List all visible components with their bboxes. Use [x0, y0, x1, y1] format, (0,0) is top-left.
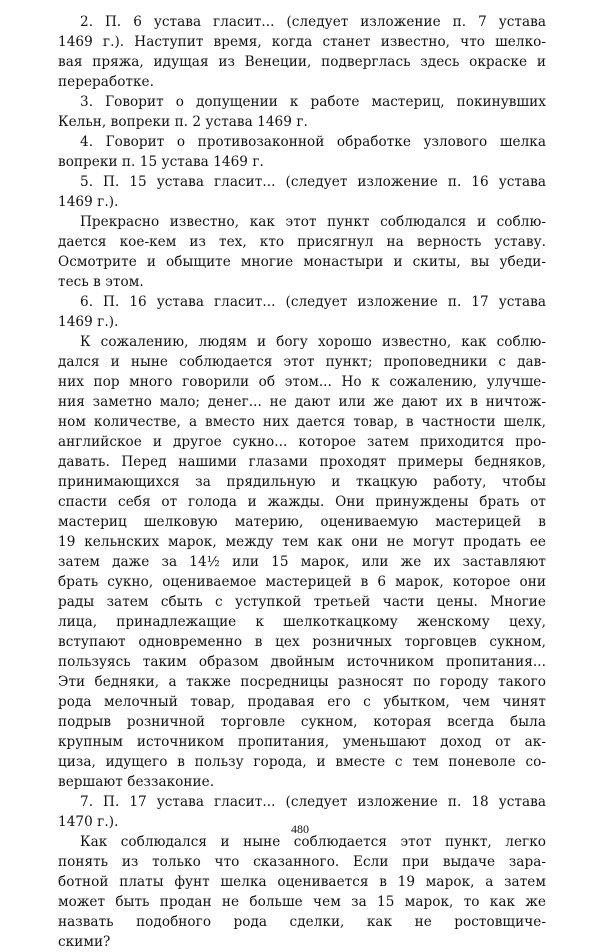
text-line: вопреки п. 15 устава 1469 г. — [58, 154, 264, 170]
text-line: Как соблюдался и ныне соблюдается этот пункт, легко — [80, 834, 546, 850]
para-item-2 — [58, 12, 546, 92]
text-line: может быть продан не больше чем за 15 марок, то как же — [58, 894, 546, 910]
text-line: 19 кельнских марок, между тем как они не могут продать ее — [58, 534, 546, 550]
text-line: Эти бедняки, а также посредницы разносят по городу такого — [58, 674, 546, 690]
text-line: 1469 г.). Наступит время, когда станет известно, что шелко- — [58, 34, 546, 50]
para-commentary-7 — [58, 832, 546, 952]
text-line: вершают беззаконие. — [58, 774, 215, 790]
text-line: рады затем сбыть с уступкой третьей части цены. Многие — [58, 594, 546, 610]
text-line: 1469 г.). — [58, 194, 119, 210]
text-line: ния заметно мало; денег... не дают или же дают их в ничтож- — [58, 394, 546, 410]
text-line: скими? — [58, 934, 111, 950]
text-line: 3. Говорит о допущении к работе мастериц, покинувших — [80, 94, 546, 110]
para-item-6 — [58, 292, 546, 332]
text-line: подрыв розничной торговле сукном, которая всегда была — [58, 714, 546, 730]
document-body — [58, 12, 546, 952]
text-line: рода мелочный товар, продавая его с убытком, чем чинят — [58, 694, 546, 710]
text-line: переработке. — [58, 74, 155, 90]
para-item-4 — [58, 132, 546, 172]
text-line: спасти себя от голода и жажды. Они принуждены брать от — [58, 494, 546, 510]
text-line: принимающихся за прядильную и ткацкую работу, чтобы — [58, 474, 546, 490]
text-line: давать. Перед нашими глазами проходят примеры бедняков, — [58, 454, 546, 470]
text-line: лица, принадлежащие к шелкоткацкому женскому цеху, — [58, 614, 546, 630]
text-line: К сожалению, людям и богу хорошо известно, как соблю- — [80, 334, 546, 350]
text-line: 2. П. 6 устава гласит... (следует изложение п. 7 устава — [80, 14, 546, 30]
text-line: Осмотрите и обыщите многие монастыри и скиты, вы убеди- — [58, 254, 546, 270]
text-line: вступают одновременно в цех розничных торговцев сукном, — [58, 634, 546, 650]
text-line: вая пряжа, идущая из Венеции, подверглась здесь окраске и — [58, 54, 546, 70]
text-line: цизa, идущего в пользу города, и вместе с тем поневоле со- — [58, 754, 546, 770]
text-line: пользуясь таким образом двойным источником пропитания... — [58, 654, 546, 670]
text-line: 6. П. 16 устава гласит... (следует изложение п. 17 устава — [80, 294, 546, 310]
text-line: понять из только что сказанного. Если при выдаче зара- — [58, 854, 546, 870]
page-number: 480 — [291, 822, 309, 836]
para-item-5 — [58, 172, 546, 212]
text-line: дается кое-кем из тех, кто присягнул на верность уставу. — [58, 234, 546, 250]
text-line: них пор много говорили об этом... Но к сожалению, улучше- — [58, 374, 546, 390]
text-line: Прекрасно известно, как этот пункт соблюдался и соблю- — [80, 214, 546, 230]
para-item-3 — [58, 92, 546, 132]
text-line: крупным источником пропитания, уменьшают доход от ак- — [58, 734, 546, 750]
text-line: 1470 г.). — [58, 814, 119, 830]
text-line: 4. Говорит о противозаконной обработке узлового шелка — [80, 134, 546, 150]
text-line: дался и ныне соблюдается этот пункт; проповедники с дав- — [58, 354, 546, 370]
text-line: 5. П. 15 устава гласит... (следует изложение п. 16 устава — [80, 174, 546, 190]
text-line: Кельн, вопреки п. 2 устава 1469 г. — [58, 114, 308, 130]
text-line: 7. П. 17 устава гласит... (следует изложение п. 18 устава — [80, 794, 546, 810]
text-line: брать сукно, оцениваемое мастерицей в 6 марок, которое они — [58, 574, 546, 590]
text-line: мастериц шелковую материю, оцениваемую мастерицей в — [58, 514, 546, 530]
text-line: тесь в этом. — [58, 274, 144, 290]
text-line: ботной платы фунт шелка оценивается в 19 марок, а затем — [58, 874, 546, 890]
text-line: английское и другое сукно... которое затем приходится про- — [58, 434, 546, 450]
para-commentary-5 — [58, 212, 546, 292]
text-line: назвать подобного рода сделки, как не ростовщиче- — [58, 914, 546, 930]
para-commentary-6 — [58, 332, 546, 792]
text-line: ном количестве, а вместо них дается товар, в частности шелк, — [58, 414, 546, 430]
text-line: затем даже за 14½ или 15 марок, или же их заставляют — [58, 554, 546, 570]
text-line: 1469 г.). — [58, 314, 119, 330]
